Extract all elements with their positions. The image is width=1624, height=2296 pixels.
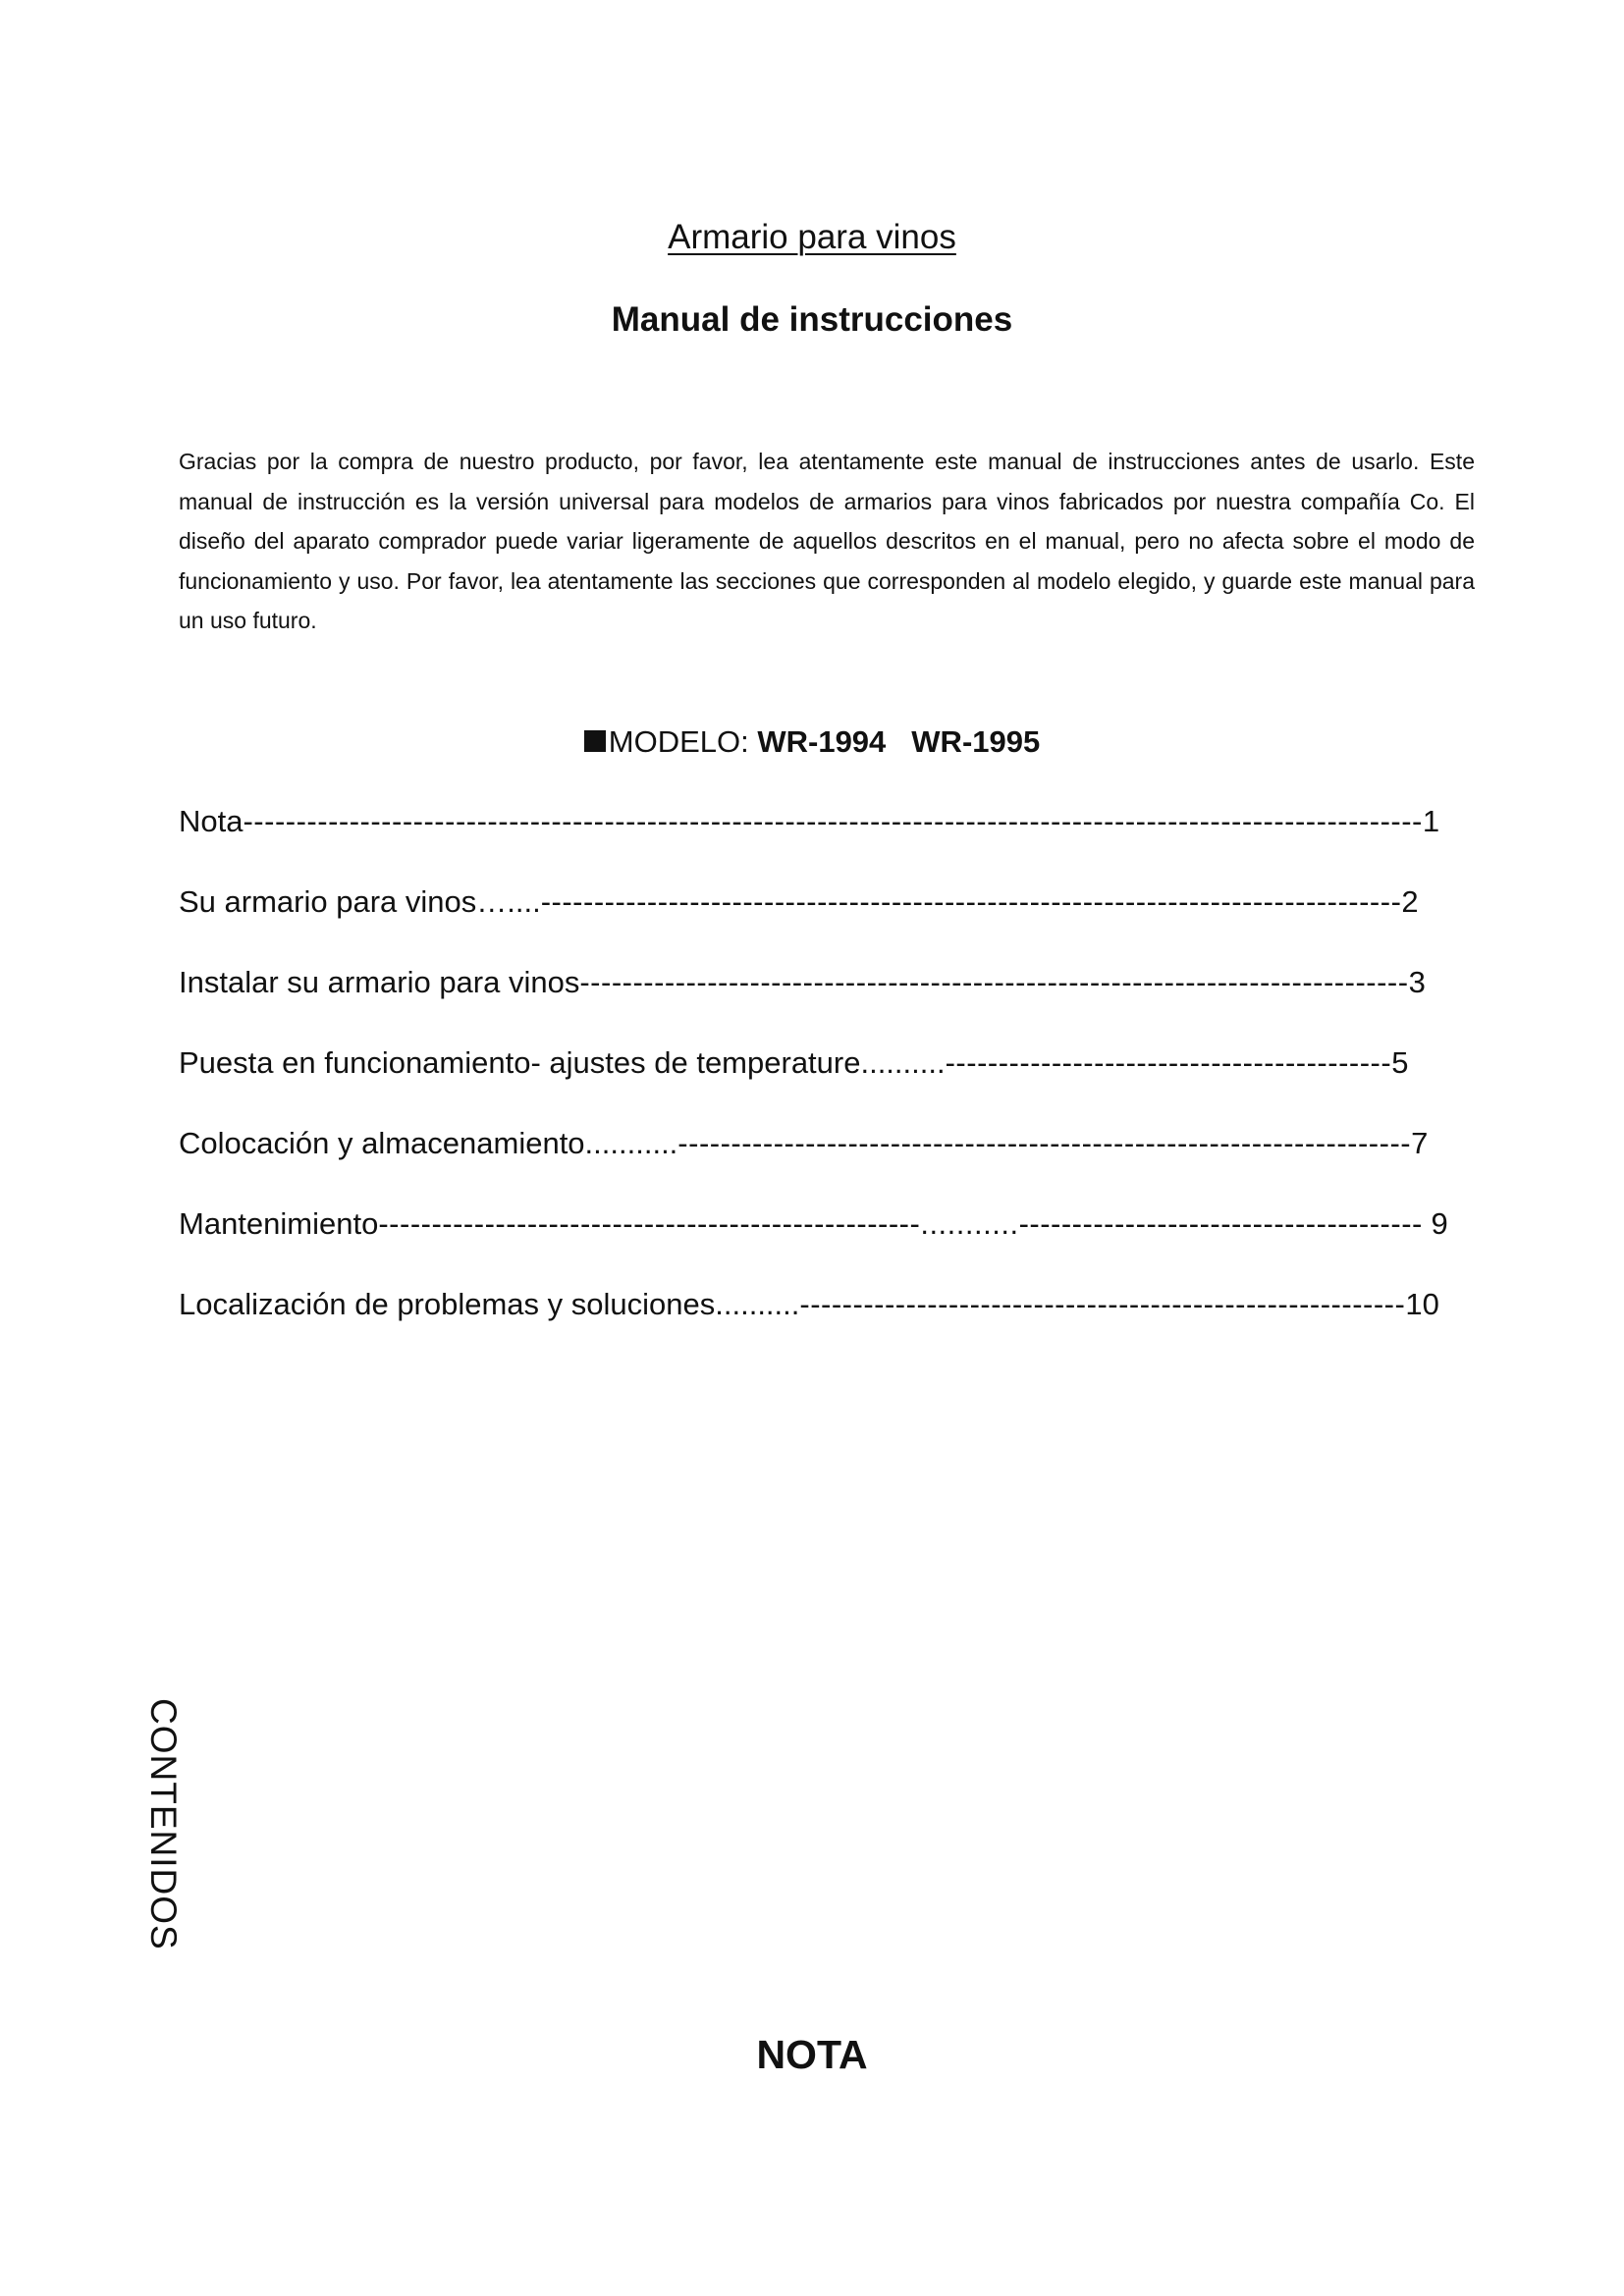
toc-page-number: 10 [1405,1287,1439,1321]
toc-leader: ------------------------------------------------------------------------------ [579,965,1409,999]
toc-entry-title: Localización de problemas y soluciones.......... [179,1287,800,1321]
model-label: MODELO: [608,724,758,759]
toc-entry [179,1043,1448,1124]
toc-entry-title: Colocación y almacenamiento........... [179,1126,678,1160]
square-bullet-icon [584,730,606,752]
document-title: Armario para vinos [668,218,956,256]
side-tab-label: CONTENIDOS [143,1698,184,1950]
section-heading: NOTA [756,2032,868,2077]
toc-page-number: 7 [1411,1126,1429,1160]
toc-entry [179,882,1448,963]
toc-leader: ---------------------------------------------------...........-------------------------------------- [378,1206,1423,1241]
toc-entry-title: Mantenimiento [179,1206,379,1241]
toc-entry [179,963,1448,1043]
model-code: WR-1994 [757,724,887,759]
toc-page-number: 1 [1422,804,1440,838]
toc-entry [179,1204,1448,1285]
toc-entry [179,1285,1448,1365]
toc-page-number: 2 [1401,884,1419,919]
toc-entry [179,1124,1448,1204]
toc-entry-title: Instalar su armario para vinos [179,965,580,999]
toc-entry-title: Nota [179,804,244,838]
toc-entry [179,802,1448,882]
toc-entry-title: Su armario para vinos….... [179,884,541,919]
toc-leader: ------------------------------------------ [945,1045,1392,1080]
toc-leader: --------------------------------------------------------- [799,1287,1406,1321]
toc-page-number: 5 [1391,1045,1409,1080]
toc-page-number: 9 [1422,1206,1448,1241]
toc-leader: --------------------------------------------------------------------- [677,1126,1412,1160]
model-line [0,724,1624,760]
table-of-contents [179,802,1448,1365]
document-subtitle: Manual de instrucciones [611,300,1013,339]
model-code: WR-1995 [911,724,1041,759]
intro-paragraph: Gracias por la compra de nuestro producto, por favor, lea atentamente este manual de instrucciones antes de usarlo. Este manual de instrucción es la versión universal para modelos de armarios para vinos fabricados por nuestra compañía Co. El diseño del aparato comprador puede variar ligeramente de aquellos descritos en el manual, pero no afecta sobre el modo de funcionamiento y uso. Por favor, lea atentamente las secciones que corresponden al modelo elegido, y guarde este manual para un uso futuro. [179,449,1475,633]
toc-page-number: 3 [1408,965,1426,999]
toc-entry-title: Puesta en funcionamiento- ajustes de temperature.......... [179,1045,946,1080]
toc-leader: --------------------------------------------------------------------------------- [540,884,1402,919]
toc-leader: --------------------------------------------------------------------------------------------------------------- [243,804,1423,838]
